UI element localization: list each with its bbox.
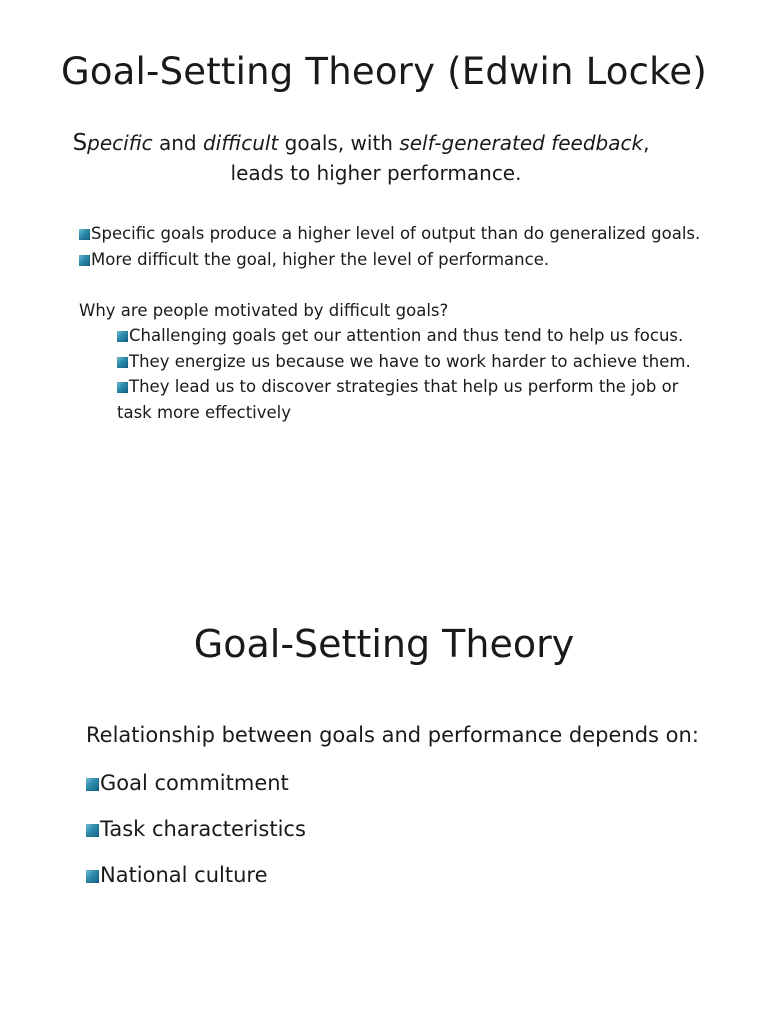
square-bullet-icon bbox=[117, 382, 128, 393]
subtitle-comma: , bbox=[643, 131, 650, 155]
slide-1-body bbox=[79, 221, 709, 425]
slide-2-lead: Relationship between goals and performance depends on: bbox=[86, 723, 699, 747]
slide-1-subtitle bbox=[0, 128, 768, 188]
slide-2 bbox=[0, 512, 768, 1024]
square-bullet-icon bbox=[86, 870, 99, 883]
reason-item bbox=[79, 323, 709, 349]
subtitle-feedback: self-generated feedback bbox=[399, 131, 644, 155]
reason-item bbox=[79, 374, 709, 425]
subtitle-and: and bbox=[152, 131, 203, 155]
factor-text: National culture bbox=[100, 863, 268, 887]
factor-text: Task characteristics bbox=[100, 817, 306, 841]
reason-text: They lead us to discover strategies that help us perform the job or task more effectively bbox=[117, 377, 679, 422]
subtitle-line-2: leads to higher performance. bbox=[230, 161, 522, 185]
square-bullet-icon bbox=[86, 778, 99, 791]
factor-text: Goal commitment bbox=[100, 771, 289, 795]
square-bullet-icon bbox=[79, 229, 90, 240]
subtitle-line-1 bbox=[0, 128, 768, 158]
subtitle-goals-with: goals, with bbox=[278, 131, 400, 155]
subtitle-specific: pecific bbox=[87, 131, 153, 155]
subtitle-initial: S bbox=[72, 130, 88, 156]
point-item bbox=[79, 221, 709, 247]
factor-list bbox=[86, 770, 306, 908]
subtitle-difficult: difficult bbox=[202, 131, 279, 155]
square-bullet-icon bbox=[79, 255, 90, 266]
point-text: More difficult the goal, higher the level of performance. bbox=[91, 249, 550, 269]
square-bullet-icon bbox=[117, 331, 128, 342]
square-bullet-icon bbox=[86, 824, 99, 837]
point-item bbox=[79, 247, 709, 273]
square-bullet-icon bbox=[117, 357, 128, 368]
reason-text: They energize us because we have to work harder to achieve them. bbox=[129, 351, 691, 371]
factor-item bbox=[86, 816, 306, 862]
reason-text: Challenging goals get our attention and thus tend to help us focus. bbox=[129, 326, 684, 345]
factor-item bbox=[86, 770, 306, 816]
slide-2-title: Goal-Setting Theory bbox=[193, 622, 575, 666]
reason-item bbox=[79, 349, 709, 375]
question-text: Why are people motivated by difficult goals? bbox=[79, 300, 449, 320]
point-text: Specific goals produce a higher level of output than do generalized goals. bbox=[91, 224, 701, 243]
slide-1-title: Goal-Setting Theory (Edwin Locke) bbox=[60, 50, 708, 93]
factor-item bbox=[86, 862, 306, 908]
